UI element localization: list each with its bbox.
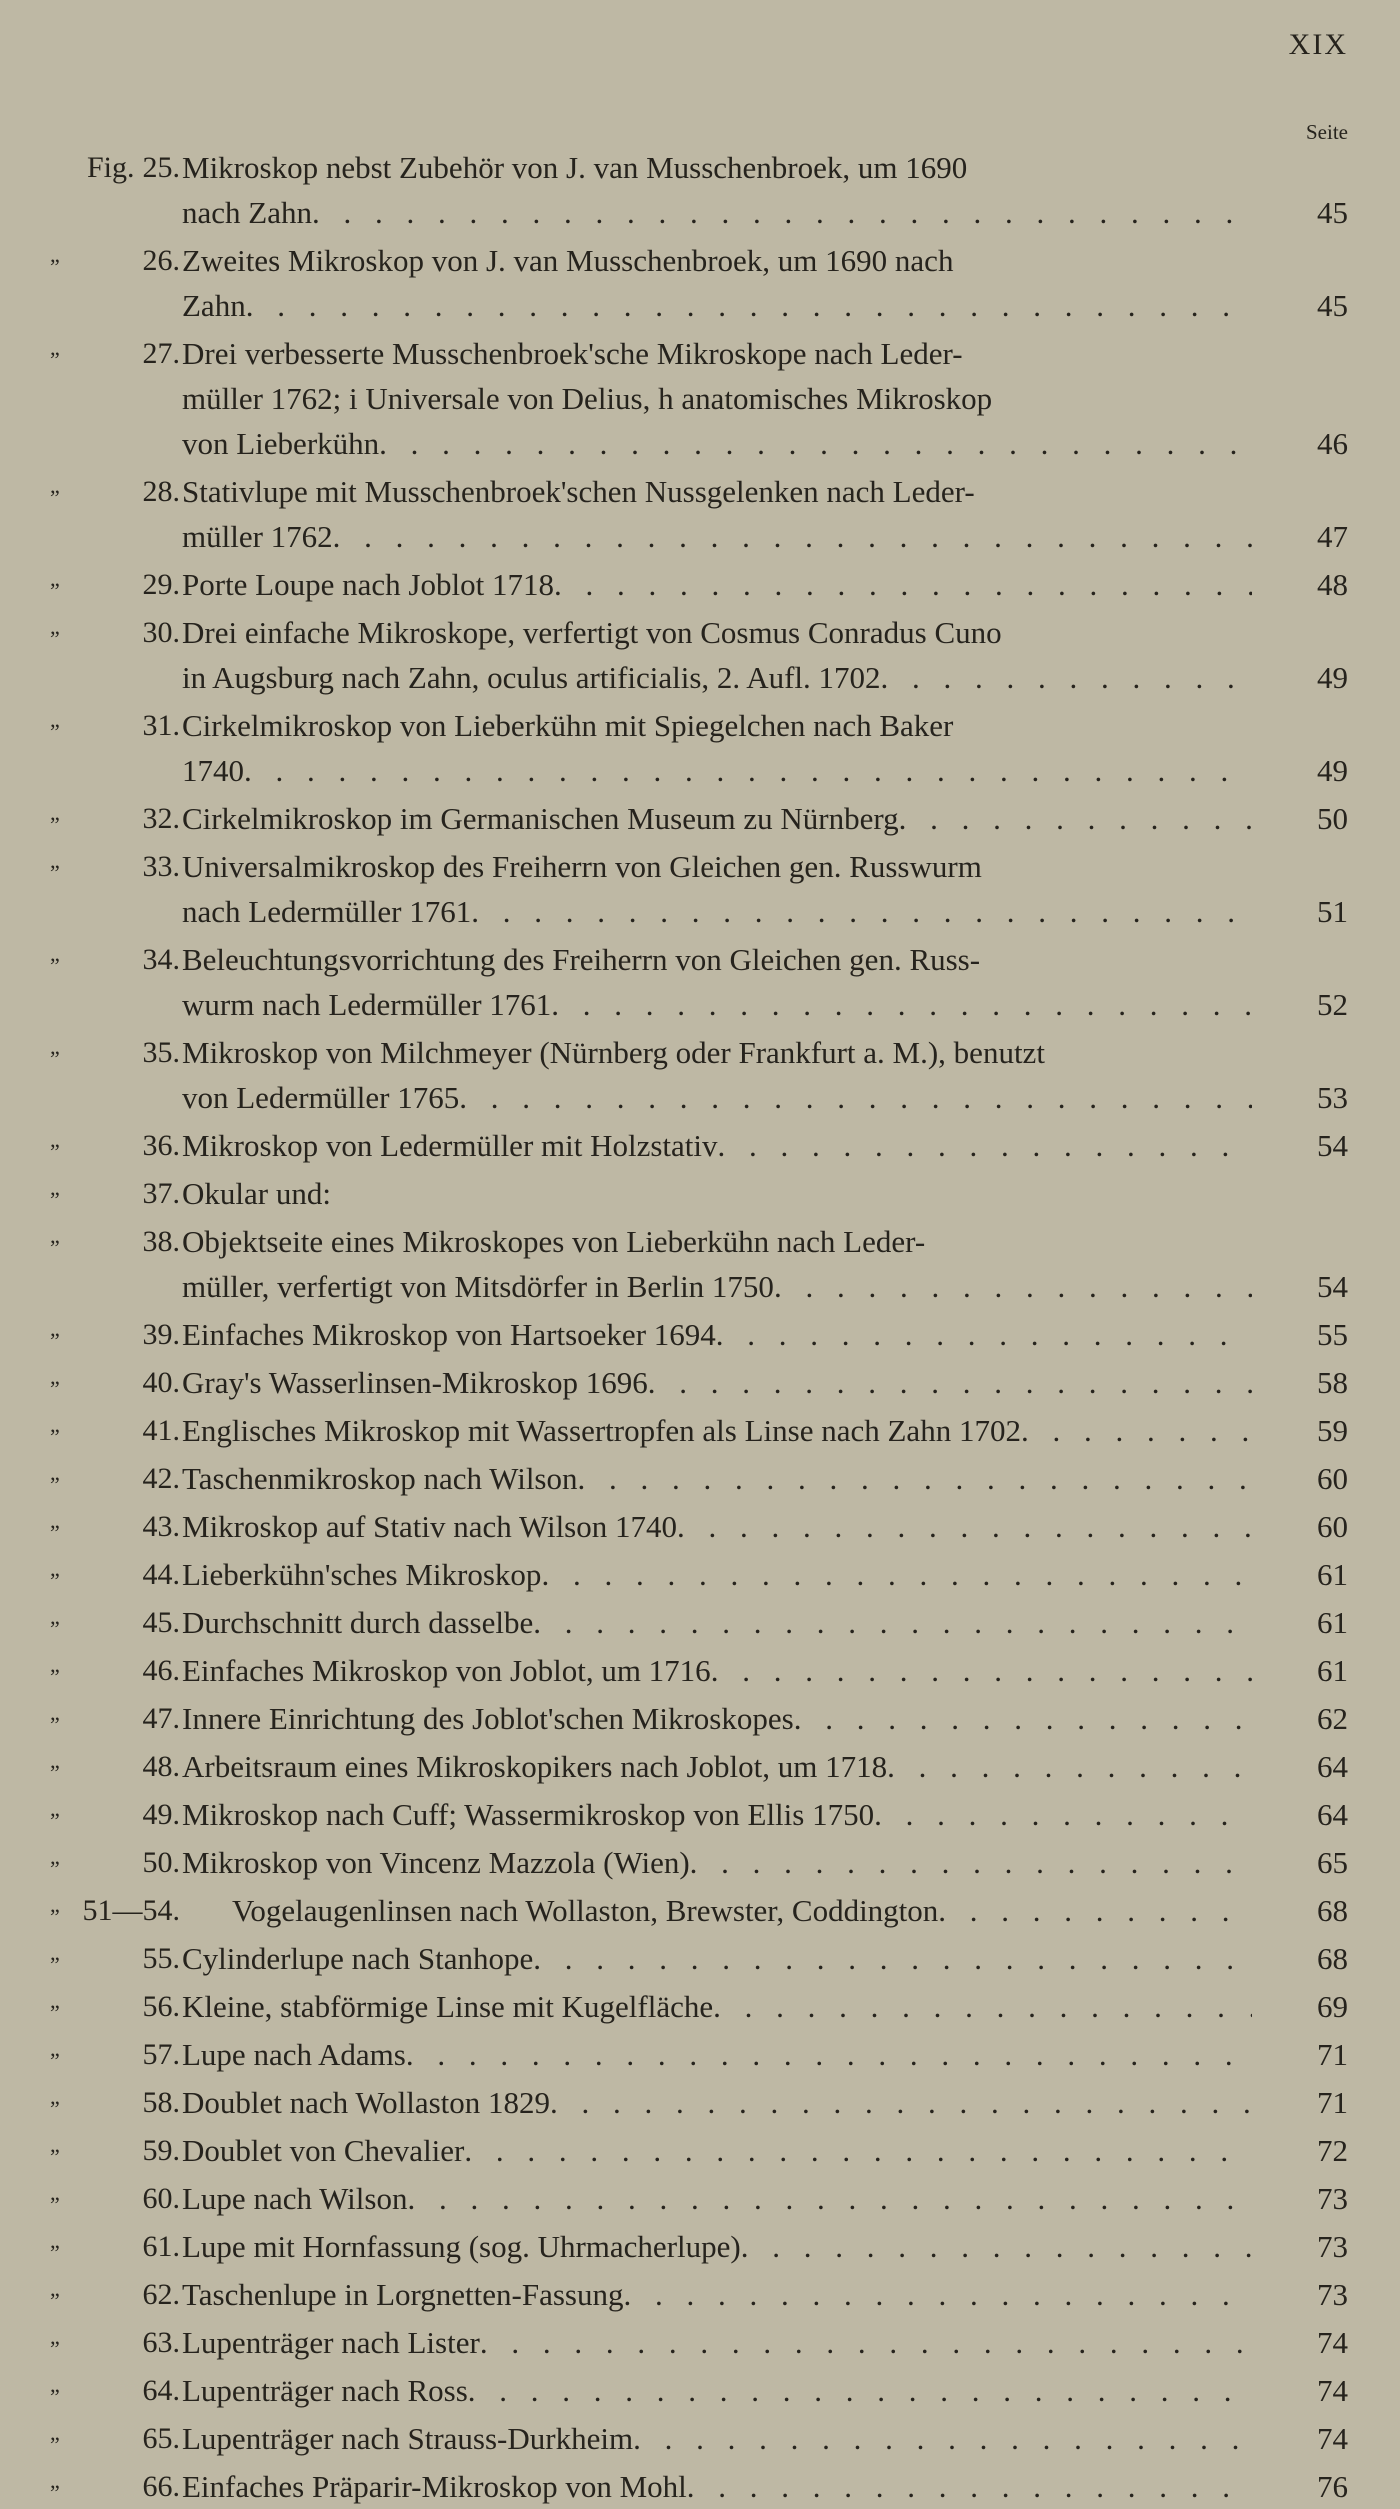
figure-title-text: Englisches Mikroskop mit Wassertropfen als Linse nach Zahn 1702: [182, 1413, 1021, 1448]
figure-title-line: [232, 1888, 1252, 1933]
figure-title-line: [182, 2368, 1252, 2413]
figure-title-line: [182, 190, 1252, 235]
figure-number: [40, 2032, 180, 2077]
figure-title: [182, 1312, 1252, 1357]
figure-number: [40, 1792, 180, 1837]
figure-title-line: [182, 1936, 1252, 1981]
figure-number: [40, 703, 180, 748]
figure-title: [182, 1600, 1252, 1645]
page-reference: 65: [1317, 1845, 1348, 1880]
figure-title: [182, 2128, 1252, 2173]
figure-title: [182, 844, 1252, 934]
page-reference: 52: [1317, 987, 1348, 1022]
figure-number-value: 34.: [142, 943, 180, 976]
figure-number-value: 58.: [142, 2086, 180, 2119]
figure-title: [182, 796, 1252, 841]
ditto-mark: „: [50, 1844, 60, 1869]
page-reference: 74: [1317, 2421, 1348, 2456]
figure-title-text: Lupenträger nach Ross: [182, 2373, 468, 2408]
figure-number: [40, 1888, 180, 1933]
figure-number: [40, 2320, 180, 2365]
page-reference: 45: [1317, 288, 1348, 323]
figure-number-value: 28.: [142, 475, 180, 508]
page-reference: 60: [1317, 1509, 1348, 1544]
figure-number: [40, 331, 180, 376]
figure-number: [40, 1123, 180, 1168]
figure-title-line: [182, 1744, 1252, 1789]
figure-number: [40, 1408, 180, 1453]
ditto-mark: „: [50, 1796, 60, 1821]
figure-number: [40, 1456, 180, 1501]
figure-title-text: Zweites Mikroskop von J. van Musschenbroek, um 1690 nach: [182, 243, 954, 278]
page-reference: 60: [1317, 1461, 1348, 1496]
ditto-mark: „: [50, 335, 60, 360]
figure-title-text: Drei verbesserte Musschenbroek'sche Mikroskope nach Leder-: [182, 336, 963, 371]
ditto-mark: „: [50, 1652, 60, 1677]
figure-title-text: Cirkelmikroskop im Germanischen Museum zu Nürnberg: [182, 801, 899, 836]
page-reference: 64: [1317, 1749, 1348, 1784]
figure-title-text: müller, verfertigt von Mitsdörfer in Berlin 1750: [182, 1269, 774, 1304]
figure-number-value: 63.: [142, 2326, 180, 2359]
figure-title-line: [182, 2272, 1252, 2317]
page-reference: 64: [1317, 1797, 1348, 1832]
figure-title-line: [182, 1840, 1252, 1885]
ditto-mark: „: [50, 2324, 60, 2349]
figure-number: [40, 1360, 180, 1405]
figure-number-value: 60.: [142, 2182, 180, 2215]
figure-title-text: von Ledermüller 1765: [182, 1080, 460, 1115]
figure-title-text: Taschenmikroskop nach Wilson: [182, 1461, 578, 1496]
figure-title: [182, 1504, 1252, 1549]
page-reference: 61: [1317, 1653, 1348, 1688]
figure-title-line: [182, 1696, 1252, 1741]
figure-title-line: [182, 1408, 1252, 1453]
figure-number: [40, 1219, 180, 1264]
figure-number-value: 62.: [142, 2278, 180, 2311]
figure-number: [40, 1936, 180, 1981]
figure-title: [182, 2272, 1252, 2317]
page-reference: 73: [1317, 2229, 1348, 2264]
figure-title-text: nach Zahn: [182, 195, 312, 230]
figure-number: [40, 1840, 180, 1885]
page-reference: 61: [1317, 1557, 1348, 1592]
figure-number: [40, 1600, 180, 1645]
figure-title: [182, 238, 1252, 328]
page-reference: 49: [1317, 660, 1348, 695]
figure-title: [182, 1792, 1252, 1837]
figure-title-line: [182, 1030, 1252, 1075]
figure-number-value: 30.: [142, 616, 180, 649]
figure-number-value: 45.: [142, 1606, 180, 1639]
figure-title-text: Einfaches Mikroskop von Hartsoeker 1694: [182, 1317, 716, 1352]
page-column-label: Seite: [1306, 120, 1348, 144]
figure-title-line: [182, 1552, 1252, 1597]
ditto-mark: „: [50, 1748, 60, 1773]
figure-title: [182, 2416, 1252, 2461]
figure-title: [182, 562, 1252, 607]
figure-title-line: [182, 1792, 1252, 1837]
figure-title: [182, 2368, 1252, 2413]
figure-title: [182, 1360, 1252, 1405]
figure-title-line: [182, 796, 1252, 841]
figure-number-value: 47.: [142, 1702, 180, 1735]
page-reference: 73: [1317, 2277, 1348, 2312]
page-reference: 74: [1317, 2373, 1348, 2408]
figure-number: [40, 2272, 180, 2317]
figure-title: [182, 1123, 1252, 1168]
ditto-mark: „: [50, 2420, 60, 2445]
figure-number-value: 66.: [142, 2470, 180, 2503]
figure-title-text: Stativlupe mit Musschenbroek'schen Nussgelenken nach Leder-: [182, 474, 975, 509]
figure-title: [182, 1408, 1252, 1453]
figure-title: [182, 1219, 1252, 1309]
figure-number-value: 43.: [142, 1510, 180, 1543]
figure-title-line: [182, 610, 1252, 655]
page-reference: 55: [1317, 1317, 1348, 1352]
figure-number: [40, 2224, 180, 2269]
figure-title-line: [182, 145, 1252, 190]
figure-number: [40, 1648, 180, 1693]
figure-title-text: 1740: [182, 753, 244, 788]
ditto-mark: „: [50, 2372, 60, 2397]
figure-title-line: [182, 1219, 1252, 1264]
ditto-mark: „: [50, 1988, 60, 2013]
figure-title: [182, 2464, 1252, 2509]
figure-title-text: Cylinderlupe nach Stanhope: [182, 1941, 534, 1976]
figure-title-line: [182, 2416, 1252, 2461]
figure-number-value: 42.: [142, 1462, 180, 1495]
figure-title-text: von Lieberkühn: [182, 426, 380, 461]
figure-title-text: Mikroskop von Vincenz Mazzola (Wien): [182, 1845, 690, 1880]
ditto-mark: „: [50, 2084, 60, 2109]
figure-title: [182, 469, 1252, 559]
figure-title-text: Arbeitsraum eines Mikroskopikers nach Joblot, um 1718: [182, 1749, 888, 1784]
figure-title: [182, 1984, 1252, 2029]
ditto-mark: „: [50, 2036, 60, 2061]
figure-number: [40, 844, 180, 889]
figure-number: [40, 796, 180, 841]
ditto-mark: „: [50, 1940, 60, 1965]
page-reference: 48: [1317, 567, 1348, 602]
ditto-mark: „: [50, 941, 60, 966]
ditto-mark: „: [50, 1892, 60, 1917]
figure-title-line: [182, 2032, 1252, 2077]
figure-number: [40, 2128, 180, 2173]
figure-title-text: Mikroskop nach Cuff; Wassermikroskop von Ellis 1750: [182, 1797, 875, 1832]
figure-title: [232, 1888, 1252, 1933]
figure-title-text: Vogelaugenlinsen nach Wollaston, Brewster, Coddington: [232, 1893, 939, 1928]
page-reference: 50: [1317, 801, 1348, 836]
ditto-mark: „: [50, 1034, 60, 1059]
page-reference: 51: [1317, 894, 1348, 929]
figure-number-value: 35.: [142, 1036, 180, 1069]
figure-number-value: 46.: [142, 1654, 180, 1687]
figure-number: [40, 1171, 180, 1216]
figure-number-value: 32.: [142, 802, 180, 835]
figure-title-line: [182, 1312, 1252, 1357]
ditto-mark: „: [50, 2468, 60, 2493]
figure-number: [40, 1030, 180, 1075]
figure-title: [182, 2224, 1252, 2269]
ditto-mark: „: [50, 707, 60, 732]
figure-title-line: [182, 1264, 1252, 1309]
page-reference: 71: [1317, 2037, 1348, 2072]
page-reference: 54: [1317, 1128, 1348, 1163]
figure-number: [40, 145, 180, 190]
ditto-mark: „: [50, 1412, 60, 1437]
ditto-mark: „: [50, 473, 60, 498]
figure-number: [40, 1504, 180, 1549]
figure-title: [182, 1171, 1252, 1216]
figure-title-line: [182, 238, 1252, 283]
ditto-mark: „: [50, 566, 60, 591]
figure-number-value: 26.: [142, 244, 180, 277]
figure-title-line: [182, 514, 1252, 559]
ditto-mark: „: [50, 1604, 60, 1629]
figure-title-text: Beleuchtungsvorrichtung des Freiherrn von Gleichen gen. Russ-: [182, 942, 981, 977]
figure-title-line: [182, 2464, 1252, 2509]
figure-title-text: Okular und:: [182, 1176, 331, 1211]
figure-number-value: 49.: [142, 1798, 180, 1831]
figure-title: [182, 2080, 1252, 2125]
figure-title-text: Lupe mit Hornfassung (sog. Uhrmacherlupe): [182, 2229, 741, 2264]
page-reference: 73: [1317, 2181, 1348, 2216]
figure-number-value: 31.: [142, 709, 180, 742]
ditto-mark: „: [50, 848, 60, 873]
page-number: XIX: [1288, 28, 1348, 61]
ditto-mark: „: [50, 2132, 60, 2157]
figure-title: [182, 610, 1252, 700]
figure-title: [182, 937, 1252, 1027]
figure-title-text: Porte Loupe nach Joblot 1718: [182, 567, 554, 602]
figure-number-value: 44.: [142, 1558, 180, 1591]
figure-title-line: [182, 1360, 1252, 1405]
ditto-mark: „: [50, 1700, 60, 1725]
figure-title-text: Lieberkühn'sches Mikroskop: [182, 1557, 542, 1592]
figure-title-text: Lupe nach Adams: [182, 2037, 406, 2072]
figure-number-value: 57.: [142, 2038, 180, 2071]
figure-number: [40, 937, 180, 982]
figure-title-text: Einfaches Präparir-Mikroskop von Mohl: [182, 2469, 687, 2504]
figure-title-text: Drei einfache Mikroskope, verfertigt von Cosmus Conradus Cuno: [182, 615, 1002, 650]
figure-title: [182, 1456, 1252, 1501]
figure-number-value: 40.: [142, 1366, 180, 1399]
figure-number: [40, 2080, 180, 2125]
page-reference: 61: [1317, 1605, 1348, 1640]
figure-title-line: [182, 889, 1252, 934]
figure-title-line: [182, 562, 1252, 607]
page-reference: 53: [1317, 1080, 1348, 1115]
figure-number: [40, 2368, 180, 2413]
figure-number: [40, 469, 180, 514]
page-reference: 76: [1317, 2469, 1348, 2504]
ditto-mark: „: [50, 2180, 60, 2205]
figure-title-text: Universalmikroskop des Freiherrn von Gleichen gen. Russwurm: [182, 849, 982, 884]
figure-title-line: [182, 2080, 1252, 2125]
figure-title-text: Innere Einrichtung des Joblot'schen Mikroskopes: [182, 1701, 794, 1736]
page-reference: 62: [1317, 1701, 1348, 1736]
figure-title-line: [182, 2320, 1252, 2365]
figure-title: [182, 1840, 1252, 1885]
figure-title: [182, 331, 1252, 466]
figure-title-text: nach Ledermüller 1761: [182, 894, 472, 929]
figure-title-line: [182, 748, 1252, 793]
ditto-mark: „: [50, 1508, 60, 1533]
figure-title: [182, 2032, 1252, 2077]
figure-title-text: Lupenträger nach Strauss-Durkheim: [182, 2421, 634, 2456]
ditto-mark: „: [50, 1364, 60, 1389]
figure-title-text: Doublet nach Wollaston 1829: [182, 2085, 551, 2120]
page-reference: 47: [1317, 519, 1348, 554]
figure-title: [182, 2176, 1252, 2221]
ditto-mark: „: [50, 1223, 60, 1248]
page-reference: 58: [1317, 1365, 1348, 1400]
figure-number: [40, 1984, 180, 2029]
figure-title-line: [182, 982, 1252, 1027]
ditto-mark: „: [50, 1556, 60, 1581]
figure-number-value: 59.: [142, 2134, 180, 2167]
figure-title-text: Objektseite eines Mikroskopes von Lieberkühn nach Leder-: [182, 1224, 926, 1259]
figure-title-text: Mikroskop auf Stativ nach Wilson 1740: [182, 1509, 678, 1544]
figure-number-value: 39.: [142, 1318, 180, 1351]
page-reference: 69: [1317, 1989, 1348, 2024]
figure-number-value: 41.: [142, 1414, 180, 1447]
figure-title-text: müller 1762; i Universale von Delius, h anatomisches Mikroskop: [182, 381, 993, 416]
ditto-mark: „: [50, 242, 60, 267]
figure-title-text: Kleine, stabförmige Linse mit Kugelfläche: [182, 1989, 714, 2024]
figure-title: [182, 1744, 1252, 1789]
figure-title: [182, 1030, 1252, 1120]
figure-title: [182, 1696, 1252, 1741]
figure-number-value: 50.: [142, 1846, 180, 1879]
figure-title: [182, 1552, 1252, 1597]
ditto-mark: „: [50, 2276, 60, 2301]
figure-title-text: Gray's Wasserlinsen-Mikroskop 1696: [182, 1365, 648, 1400]
figure-title-line: [182, 1984, 1252, 2029]
figure-number-value: 25.: [142, 151, 180, 184]
page-reference: 71: [1317, 2085, 1348, 2120]
figure-number-value: 65.: [142, 2422, 180, 2455]
figure-number: [40, 2464, 180, 2509]
figure-number-value: 29.: [142, 568, 180, 601]
figure-title-text: Taschenlupe in Lorgnetten-Fassung: [182, 2277, 624, 2312]
page-reference: 68: [1317, 1941, 1348, 1976]
page-reference: 54: [1317, 1269, 1348, 1304]
figure-number-value: 61.: [142, 2230, 180, 2263]
figure-title-line: [182, 2176, 1252, 2221]
figure-title-line: [182, 376, 1252, 421]
ditto-mark: „: [50, 2228, 60, 2253]
figure-title-line: [182, 703, 1252, 748]
figure-title-text: Mikroskop von Ledermüller mit Holzstativ: [182, 1128, 718, 1163]
figure-title-line: [182, 1075, 1252, 1120]
figure-title-line: [182, 1648, 1252, 1693]
figure-number-value: 33.: [142, 850, 180, 883]
figure-number: [40, 2176, 180, 2221]
figure-title-line: [182, 2128, 1252, 2173]
ditto-mark: „: [50, 1316, 60, 1341]
figure-title: [182, 1936, 1252, 1981]
figure-title-line: [182, 1504, 1252, 1549]
figure-title-text: Durchschnitt durch dasselbe: [182, 1605, 534, 1640]
figure-title-text: Cirkelmikroskop von Lieberkühn mit Spiegelchen nach Baker: [182, 708, 954, 743]
figure-title-text: Lupenträger nach Lister: [182, 2325, 480, 2360]
figure-title-line: [182, 331, 1252, 376]
figure-title-text: wurm nach Ledermüller 1761: [182, 987, 552, 1022]
figure-number-value: 48.: [142, 1750, 180, 1783]
figure-title-line: [182, 1123, 1252, 1168]
figure-title: [182, 1648, 1252, 1693]
page-reference: 49: [1317, 753, 1348, 788]
ditto-mark: „: [50, 1460, 60, 1485]
figure-title-line: [182, 421, 1252, 466]
figure-title-line: [182, 1171, 1252, 1216]
page-reference: 74: [1317, 2325, 1348, 2360]
figure-number: [40, 1744, 180, 1789]
figure-number: [40, 610, 180, 655]
figure-title-text: Mikroskop von Milchmeyer (Nürnberg oder Frankfurt a. M.), benutzt: [182, 1035, 1045, 1070]
figure-title-text: Lupe nach Wilson: [182, 2181, 408, 2216]
figure-title-line: [182, 655, 1252, 700]
figure-number: [40, 238, 180, 283]
page-reference: 46: [1317, 426, 1348, 461]
figure-title: [182, 2320, 1252, 2365]
figure-number: [40, 2416, 180, 2461]
figure-number-value: 37.: [142, 1177, 180, 1210]
figure-title-line: [182, 937, 1252, 982]
figure-number: [40, 562, 180, 607]
figure-title-line: [182, 1600, 1252, 1645]
page-reference: 45: [1317, 195, 1348, 230]
figure-title-text: müller 1762: [182, 519, 333, 554]
page-reference: 68: [1317, 1893, 1348, 1928]
figure-label: Fig.: [86, 151, 135, 184]
figure-title-text: Mikroskop nebst Zubehör von J. van Musschenbroek, um 1690: [182, 150, 968, 185]
figure-number: [40, 1696, 180, 1741]
figure-title-text: Einfaches Mikroskop von Joblot, um 1716: [182, 1653, 711, 1688]
figure-title-line: [182, 469, 1252, 514]
figure-number-value: 36.: [142, 1129, 180, 1162]
figure-number-value: 56.: [142, 1990, 180, 2023]
figure-title-line: [182, 1456, 1252, 1501]
ditto-mark: „: [50, 800, 60, 825]
figure-number-value: 51—54.: [82, 1894, 180, 1927]
figure-title: [182, 145, 1252, 235]
ditto-mark: „: [50, 1175, 60, 1200]
ditto-mark: „: [50, 614, 60, 639]
page-reference: 59: [1317, 1413, 1348, 1448]
figure-title: [182, 703, 1252, 793]
figure-number: [40, 1552, 180, 1597]
ditto-mark: „: [50, 1127, 60, 1152]
page-reference: 72: [1317, 2133, 1348, 2168]
figure-title-text: Doublet von Chevalier: [182, 2133, 465, 2168]
figure-title-line: [182, 2224, 1252, 2269]
figure-number: [40, 1312, 180, 1357]
figure-title-line: [182, 283, 1252, 328]
figure-title-text: Zahn: [182, 288, 246, 323]
figure-number-value: 27.: [142, 337, 180, 370]
figure-title-line: [182, 844, 1252, 889]
figure-title-text: in Augsburg nach Zahn, oculus artificialis, 2. Aufl. 1702: [182, 660, 881, 695]
figure-number-value: 38.: [142, 1225, 180, 1258]
figure-number-value: 55.: [142, 1942, 180, 1975]
figure-number-value: 64.: [142, 2374, 180, 2407]
